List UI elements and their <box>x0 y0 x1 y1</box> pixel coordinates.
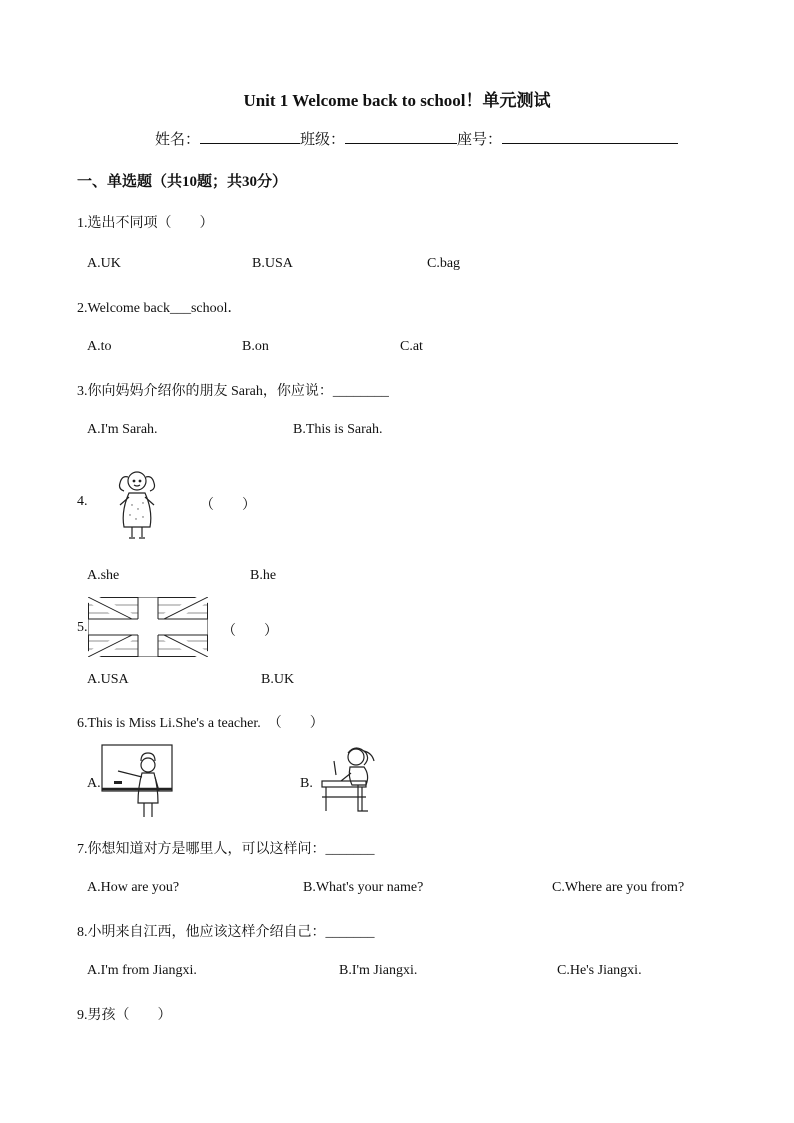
question-2-stem: 2.Welcome back___school． <box>77 301 242 316</box>
q6-option-a[interactable]: A. <box>87 776 101 791</box>
q1-option-b[interactable]: B.USA <box>252 256 293 271</box>
question-1-stem: 1.选出不同项（ ） <box>77 216 214 231</box>
q4-answer-paren: （ ） <box>200 498 256 513</box>
q4-option-a[interactable]: A.she <box>87 568 120 583</box>
q4-option-b[interactable]: B.he <box>250 568 277 583</box>
q8-option-b[interactable]: B.I'm Jiangxi. <box>339 963 418 978</box>
section-heading: 一、单选题（共10题；共30分） <box>77 174 288 190</box>
q6-option-b[interactable]: B. <box>300 776 313 791</box>
question-7-stem: 7.你想知道对方是哪里人，可以这样问：_______ <box>77 842 375 857</box>
question-5-stem: 5. <box>77 620 88 635</box>
q3-option-a[interactable]: A.I'm Sarah. <box>87 422 158 437</box>
question-3-stem: 3.你向妈妈介绍你的朋友 Sarah，你应说：________ <box>77 384 389 399</box>
name-label: 姓名： <box>155 132 201 148</box>
page-title: Unit 1 Welcome back to school！单元测试 <box>243 91 551 110</box>
seat-blank[interactable] <box>502 129 678 144</box>
q7-option-c[interactable]: C.Where are you from? <box>552 880 685 895</box>
q2-option-b[interactable]: B.on <box>242 339 269 354</box>
q1-option-a[interactable]: A.UK <box>87 256 121 271</box>
q2-option-c[interactable]: C.at <box>400 339 423 354</box>
name-blank[interactable] <box>200 129 300 144</box>
seat-label: 座号： <box>457 132 503 148</box>
q5-answer-paren: （ ） <box>222 624 278 639</box>
q2-option-a[interactable]: A.to <box>87 339 112 354</box>
q1-option-c[interactable]: C.bag <box>427 256 461 271</box>
q8-option-c[interactable]: C.He's Jiangxi. <box>557 963 642 978</box>
q3-option-b[interactable]: B.This is Sarah. <box>293 422 383 437</box>
q5-option-b[interactable]: B.UK <box>261 672 295 687</box>
teacher-at-blackboard-icon <box>100 743 176 823</box>
q7-option-b[interactable]: B.What's your name? <box>303 880 424 895</box>
student-info-line <box>155 128 678 149</box>
question-6-stem: 6.This is Miss Li.She's a teacher. （ ） <box>77 716 324 731</box>
question-4-stem: 4. <box>77 494 88 509</box>
class-blank[interactable] <box>345 129 457 144</box>
class-label: 班级： <box>300 132 346 148</box>
q7-option-a[interactable]: A.How are you? <box>87 880 180 895</box>
question-9-stem: 9.男孩（ ） <box>77 1008 172 1023</box>
uk-flag-icon <box>88 597 208 657</box>
girl-icon <box>108 467 166 543</box>
q8-option-a[interactable]: A.I'm from Jiangxi. <box>87 963 197 978</box>
question-8-stem: 8.小明来自江西，他应该这样介绍自己：_______ <box>77 925 375 940</box>
student-at-desk-icon <box>318 745 384 817</box>
q5-option-a[interactable]: A.USA <box>87 672 129 687</box>
